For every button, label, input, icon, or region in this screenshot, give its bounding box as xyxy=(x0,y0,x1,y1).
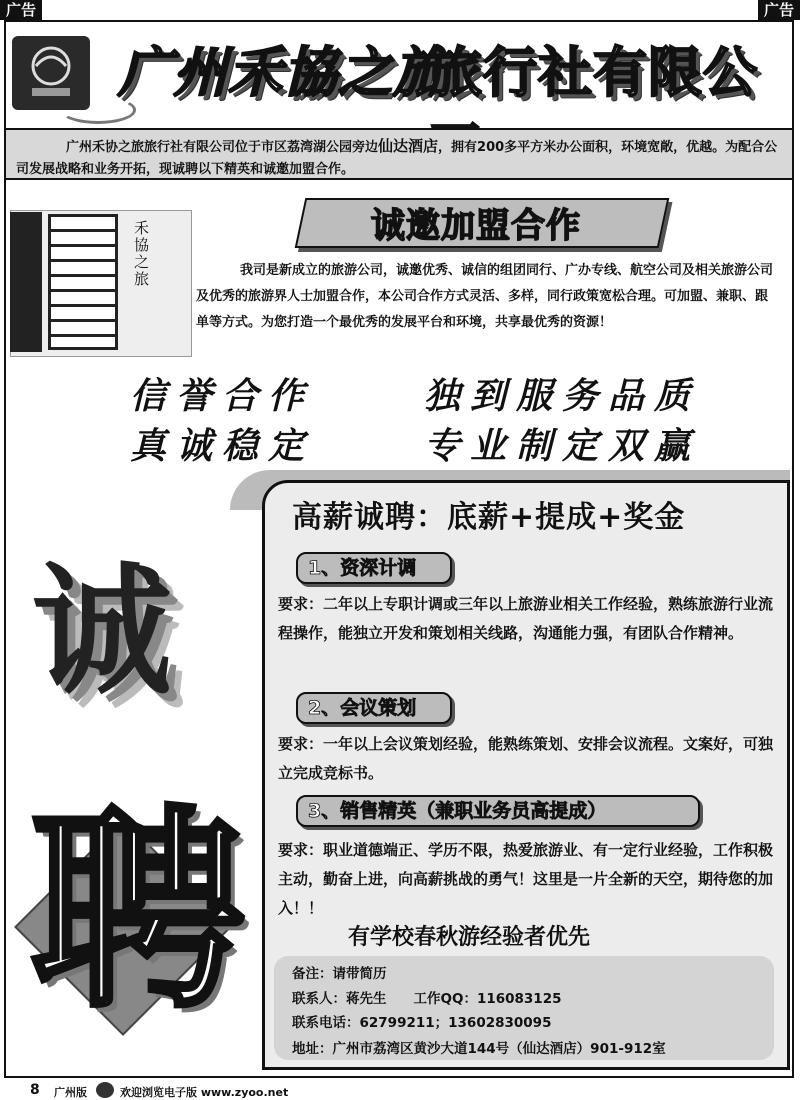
photo-dark-panel xyxy=(10,212,42,352)
magazine-logo-icon xyxy=(96,1082,114,1098)
contact-address: 地址：广州市荔湾区黄沙大道144号（仙达酒店）901-912室 xyxy=(292,1041,666,1057)
join-badge-title: 诚邀加盟合作 xyxy=(371,206,581,246)
slogan-winwin: 专业制定双赢 xyxy=(424,425,701,467)
edition-label: 广州版 xyxy=(54,1086,87,1099)
contact-note: 备注：请带简历 xyxy=(292,966,387,982)
recruit-headline: 高薪诚聘：底薪+提成+奖金 xyxy=(292,500,686,535)
ad-tag-right: 广告 xyxy=(758,0,800,20)
photo-rack xyxy=(48,214,118,350)
company-title-type: 旅行社有限公 xyxy=(428,41,758,104)
slogan-sincere: 真诚稳定 xyxy=(130,425,315,467)
job-title-3: 3、销售精英（兼职业务员高提成） xyxy=(296,795,700,827)
slogan-service: 独到服务品质 xyxy=(424,375,701,417)
job-req-1: 要求：二年以上专职计调或三年以上旅游业相关工作经验，熟练旅游行业流程操作，能独立开发和策划相关线路，沟通能力强，有团队合作精神。 xyxy=(278,595,774,642)
ad-tag-left: 广告 xyxy=(0,0,42,20)
job-req-2: 要求：一年以上会议策划经验，能熟练策划、安排会议流程。文案好，可独立完成竞标书。 xyxy=(278,735,774,782)
hotel-name: 仙达酒店 xyxy=(378,137,439,155)
page-number: 8 xyxy=(30,1082,40,1098)
slogan-credit: 信誉合作 xyxy=(130,375,315,417)
contact-person: 联系人：蒋先生 工作QQ：116083125 xyxy=(292,991,562,1007)
big-char-pin: 聘 xyxy=(30,786,245,1037)
job-title-1: 1、资深计调 xyxy=(296,552,452,584)
sign-text: 禾協之旅 xyxy=(134,219,150,288)
contact-phone: 联系电话：62799211；13602830095 xyxy=(292,1015,552,1031)
website-link[interactable]: 欢迎浏览电子版 www.zyoo.net xyxy=(120,1086,289,1099)
priority-note: 有学校春秋游经验者优先 xyxy=(348,925,591,950)
big-char-cheng: 诚 xyxy=(32,551,173,714)
job-title-2: 2、会议策划 xyxy=(296,692,452,724)
join-body-text: 我司是新成立的旅游公司，诚邀优秀、诚信的组团同行、广办专线、航空公司及相关旅游公司及优秀的旅游界人士加盟合作，本公司合作方式灵活、多样，同行政策宽松合理。可加盟、兼职、跟单等方式。为您打造一个最优秀的发展平台和环境，共享最优秀的资源！ xyxy=(196,263,774,330)
company-intro: 广州禾协之旅旅行社有限公司位于市区荔湾湖公园旁边仙达酒店，拥有200多平方米办公面积，环境宽敞，优越。为配合公司发展战略和业务开拓，现诚聘以下精英和诚邀加盟合作。 xyxy=(6,128,792,180)
job-req-3: 要求：职业道德端正、学历不限，热爱旅游业、有一定行业经验，工作积极主动，勤奋上进，向高薪挑战的勇气！这里是一片全新的天空，期待您的加入！！ xyxy=(278,841,774,917)
company-title-brand: 广州禾協之旅 xyxy=(118,40,448,104)
